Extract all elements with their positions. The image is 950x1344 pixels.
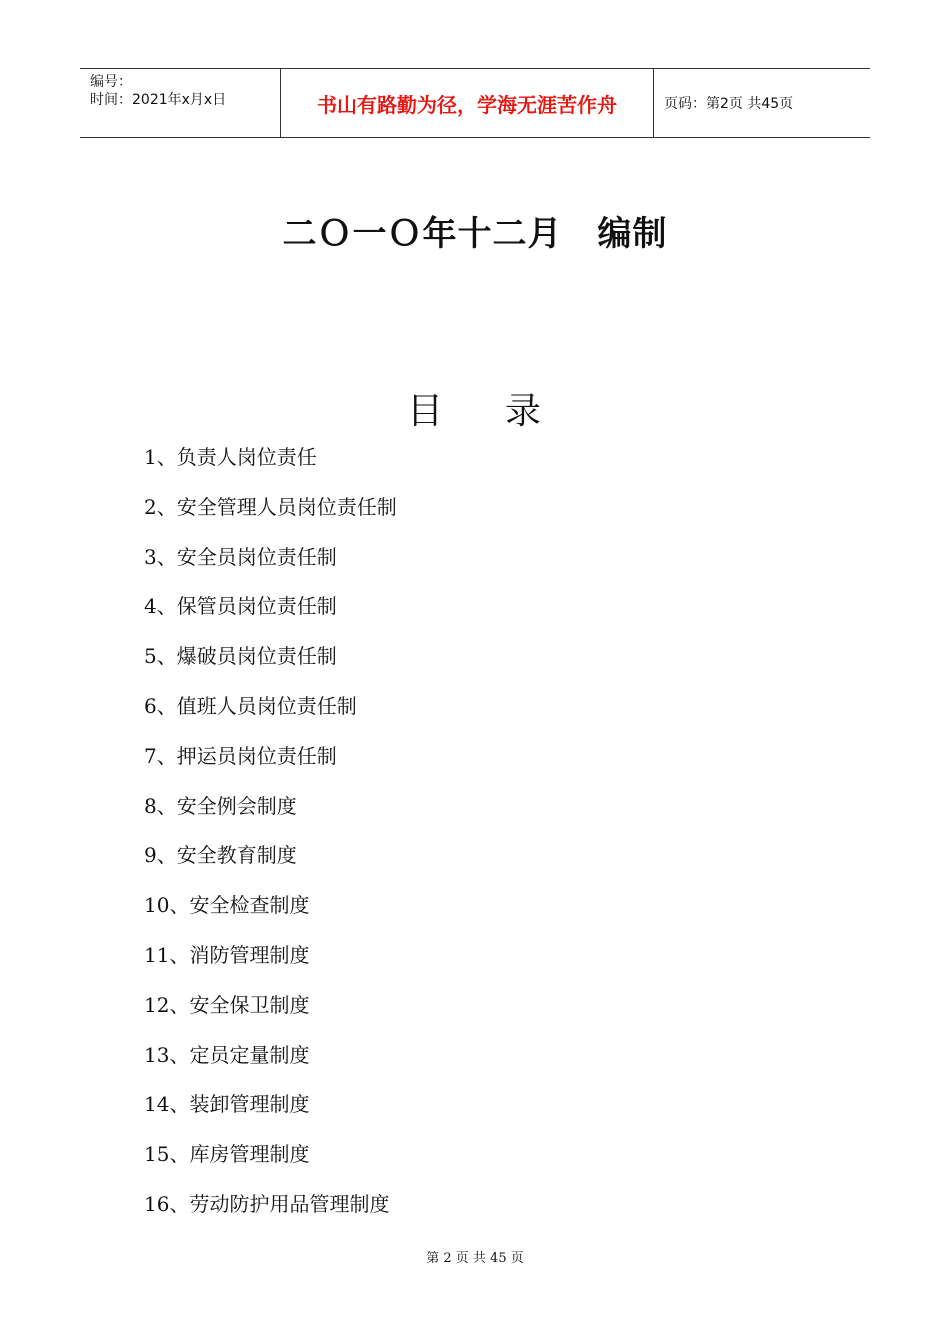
toc-item[interactable]: 5、爆破员岗位责任制	[144, 644, 337, 669]
page-footer: 第 2 页 共 45 页	[426, 1251, 524, 1266]
toc-item[interactable]: 3、安全员岗位责任制	[144, 544, 337, 569]
toc-item[interactable]: 13、定员定量制度	[144, 1042, 310, 1067]
header-page-info: 页码：第2页 共45页	[664, 96, 794, 112]
toc-item[interactable]: 8、安全例会制度	[144, 793, 297, 818]
toc-item[interactable]: 2、安全管理人员岗位责任制	[144, 494, 397, 519]
toc-item[interactable]: 14、装卸管理制度	[144, 1092, 310, 1117]
toc-title-right: 录	[505, 391, 544, 432]
toc-item[interactable]: 4、保管员岗位责任制	[144, 594, 337, 619]
toc-item[interactable]: 15、库房管理制度	[144, 1142, 310, 1167]
document-header	[80, 68, 870, 138]
toc-item[interactable]: 1、负责人岗位责任	[144, 445, 317, 469]
toc-item[interactable]: 11、消防管理制度	[144, 942, 310, 967]
header-meta	[80, 69, 281, 137]
time-label: 时间：2021年x月x日	[90, 92, 227, 108]
toc-title-left: 目	[406, 391, 445, 432]
toc-item[interactable]: 10、安全检查制度	[144, 893, 310, 918]
toc-item[interactable]: 6、值班人员岗位责任制	[144, 693, 357, 718]
toc-item[interactable]: 7、押运员岗位责任制	[144, 743, 337, 768]
header-motto: 书山有路勤为径，学海无涯苦作舟	[281, 69, 654, 137]
toc-item[interactable]: 16、劳动防护用品管理制度	[144, 1191, 390, 1216]
number-label: 编号：	[90, 74, 132, 90]
toc-item[interactable]: 12、安全保卫制度	[144, 992, 310, 1017]
compiled-date-line: 二Ｏ一Ｏ年十二月 编制	[282, 214, 668, 254]
toc-item[interactable]: 9、安全教育制度	[144, 843, 297, 868]
table-of-contents	[144, 440, 397, 1237]
toc-title	[0, 383, 950, 434]
